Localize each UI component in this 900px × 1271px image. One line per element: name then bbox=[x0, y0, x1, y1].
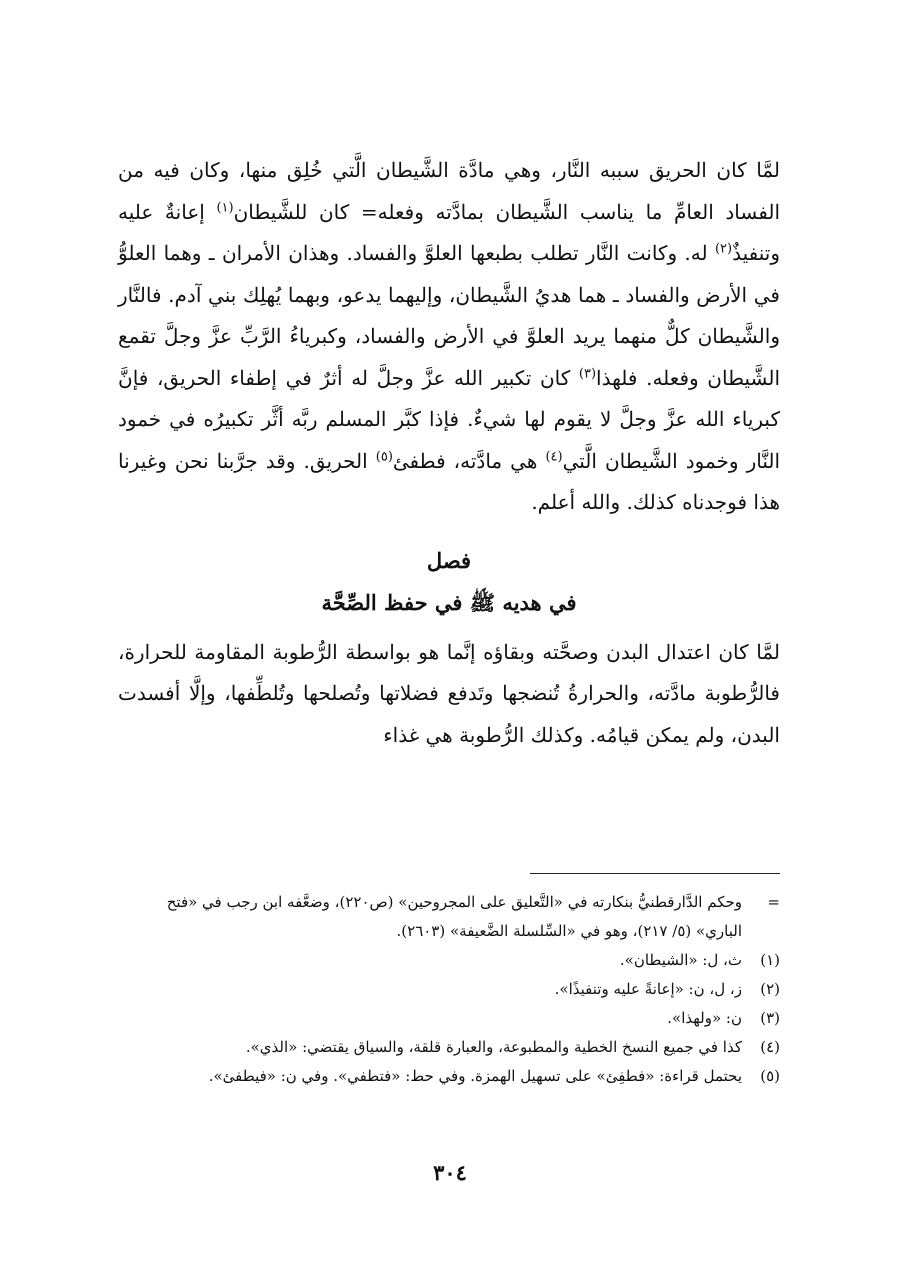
footnote-5 bbox=[118, 1062, 780, 1091]
section-title: فصل bbox=[426, 547, 472, 573]
text-run: لمَّا كان الحريق سببه النَّار، وهي مادَّة الشَّيطان الَّتي خُلِق منها، وكان فيه من الفساد العامِّ ما يناسب الشَّيطان بمادَّته وفعله= كان للشَّيطان bbox=[118, 158, 781, 224]
footnote-text: ز، ل، ن: «إعانةً عليه وتنفيذًا». bbox=[554, 980, 742, 998]
footnote-text: كذا في جميع النسخ الخطية والمطبوعة، والعبارة قلقة، والسياق يقتضي: «الذي». bbox=[245, 1038, 742, 1056]
footnote-ref-3[interactable]: (٣) bbox=[578, 365, 597, 381]
footnote-number: (١) bbox=[760, 951, 780, 969]
footnote-2 bbox=[118, 975, 780, 1004]
footnote-text: ن: «ولهذا». bbox=[667, 1009, 742, 1027]
footnote-ref-1[interactable]: (١) bbox=[216, 199, 234, 215]
main-text bbox=[118, 150, 780, 756]
footnote-1 bbox=[118, 946, 780, 975]
footnote-ref-5[interactable]: (٥) bbox=[375, 448, 393, 464]
text-run: له. وكانت النَّار تطلب بطبعها العلوَّ والفساد. وهذان الأمران ـ وهما العلوُّ في الأرض والفساد ـ هما هديُ الشَّيطان، وإليهما يدعو، وبهما يُهلِك بني آدم. فالنَّار والشَّيطان كلٌّ منهما يريد العلوَّ في الأرض والفساد، وكبرياءُ الرَّبِّ عزَّ وجلَّ تقمع الشَّيطان وفعله. فلهذا bbox=[118, 241, 781, 390]
text-run: إعانةٌ عليه وتنفيذٌ bbox=[118, 199, 780, 265]
footnote-number: (٣) bbox=[760, 1009, 780, 1027]
footnote-4 bbox=[118, 1033, 780, 1062]
footnote-separator bbox=[530, 873, 780, 874]
footnote-ref-2[interactable]: (٢) bbox=[714, 241, 733, 257]
footnote-text: يحتمل قراءة: «فطفِئ» على تسهيل الهمزة. وفي حط: «فتطفي». وفي ن: «فيطفئ». bbox=[208, 1067, 742, 1085]
footnotes bbox=[118, 888, 780, 1091]
footnote-text: وحكم الدَّارقطنيُّ بنكارته في «التَّعليق على المجروحين» (ص٢٢٠)، وضعَّفه ابن رجب في «فتح الباري» (٥/ ٢١٧)، وهو في «السِّلسلة الضَّعيفة» (٢٦٠٣). bbox=[166, 893, 742, 940]
footnote-continuation bbox=[118, 888, 780, 946]
footnote-ref-4[interactable]: (٤) bbox=[545, 448, 563, 464]
text-run: كان تكبير الله عزَّ وجلَّ له أثرٌ في إطفاء الحريق، فإنَّ كبرياء الله عزَّ وجلَّ لا يقوم لها شيءٌ. فإذا كبَّر المسلم ربَّه أثَّر تكبيرُه في خمود النَّار وخمود الشَّيطان الَّتي bbox=[118, 365, 781, 473]
page-number: ٣٠٤ bbox=[433, 1160, 467, 1185]
text-run: هي مادَّته، فطفئ bbox=[392, 448, 538, 473]
text-run: الحريق. وقد جرَّبنا نحن وغيرنا هذا فوجدناه كذلك. والله أعلم. bbox=[118, 448, 780, 514]
continuation-mark: = bbox=[767, 893, 780, 911]
footnote-number: (٤) bbox=[760, 1038, 780, 1056]
footnote-number: (٢) bbox=[760, 980, 780, 998]
paragraph-fire bbox=[118, 150, 780, 524]
paragraph-health: لمَّا كان اعتدال البدن وصحَّته وبقاؤه إنَّما هو بواسطة الرُّطوبة المقاومة للحرارة، فالرُّطوبة مادَّته، والحرارةُ تُنضجها وتَدفع فضلاتها وتُصلحها وتُلطِّفها، وإلَّا أفسدت البدن، ولم يمكن قيامُه. وكذلك الرُّطوبة هي غذاء bbox=[118, 639, 780, 747]
footnote-text: ث، ل: «الشيطان». bbox=[619, 951, 742, 969]
footnote-number: (٥) bbox=[760, 1067, 780, 1085]
section-subtitle: في هديه ﷺ في حفظ الصِّحَّة bbox=[321, 589, 577, 615]
footnote-3 bbox=[118, 1004, 780, 1033]
